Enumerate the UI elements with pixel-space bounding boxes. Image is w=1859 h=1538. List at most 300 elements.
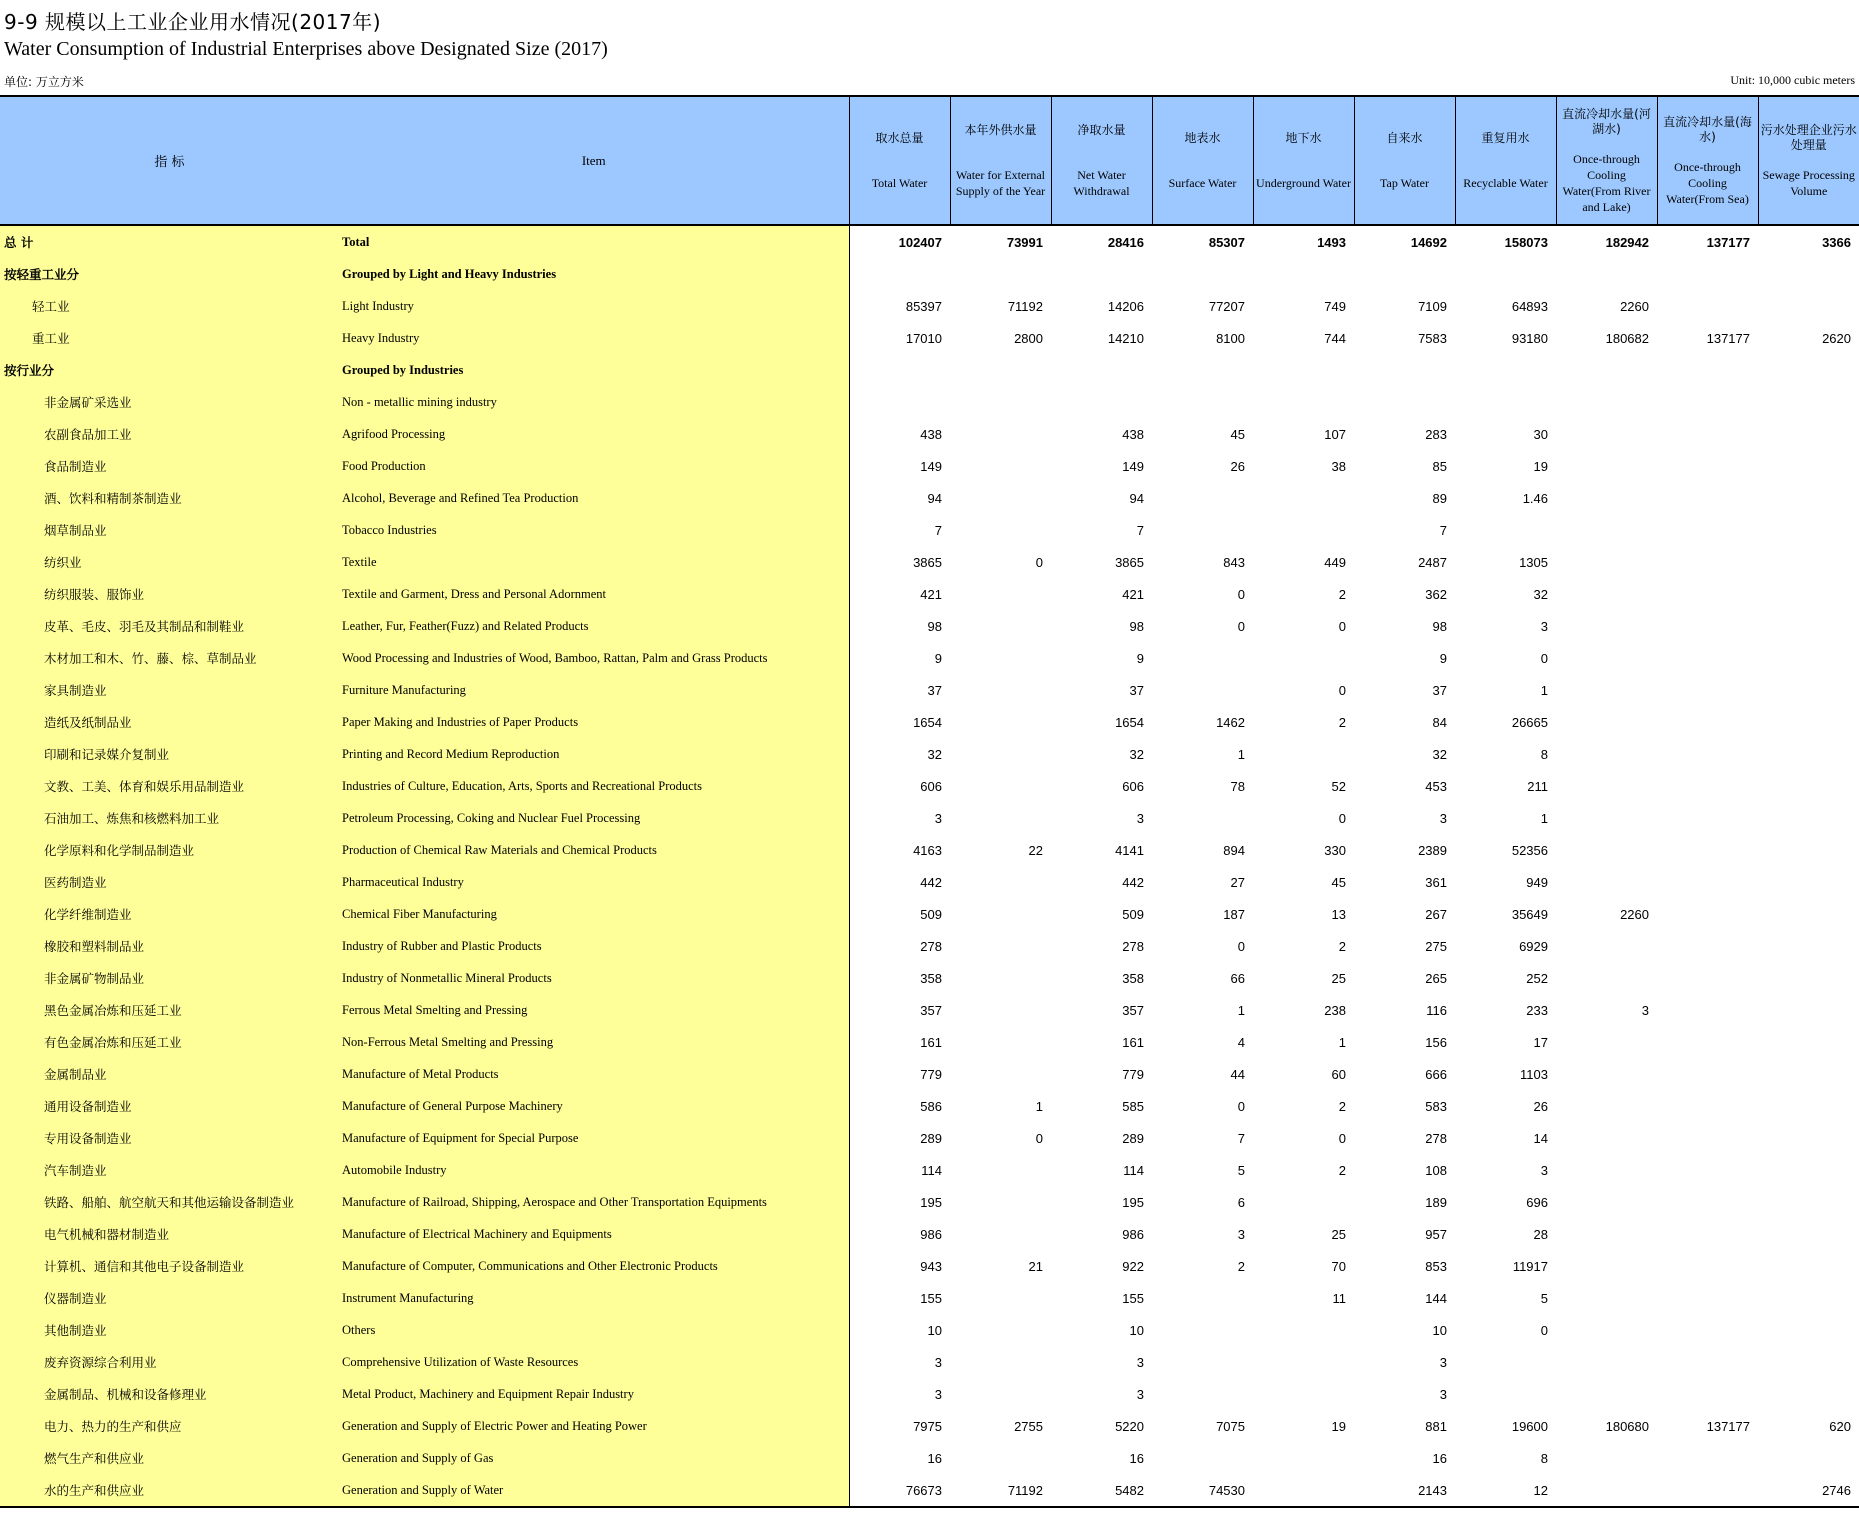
cell-value [1758, 482, 1859, 514]
cell-value [1758, 386, 1859, 418]
cell-value [950, 482, 1051, 514]
cell-value [1152, 1442, 1253, 1474]
cell-value [1152, 1282, 1253, 1314]
cell-value: 0 [1035, 554, 1043, 570]
cell-value [950, 258, 1051, 290]
cell-value [1556, 1122, 1657, 1154]
row-label-en: Grouped by Light and Heavy Industries [339, 258, 849, 290]
row-label-en: Manufacture of Computer, Communications and Other Electronic Products [339, 1250, 849, 1282]
cell-value: 922 [1122, 1258, 1144, 1274]
cell-value [1758, 1250, 1859, 1282]
cell-value [1556, 1442, 1657, 1474]
row-label-cn: 仪器制造业 [0, 1282, 339, 1314]
cell-value: 881 [1425, 1418, 1447, 1434]
cell-value: 14 [1533, 1130, 1548, 1146]
cell-value [1657, 258, 1758, 290]
cell-value: 195 [849, 1186, 950, 1218]
cell-value [1253, 514, 1354, 546]
cell-value [1657, 578, 1758, 610]
header-en-label: Total Water [871, 175, 928, 190]
row-label-cn: 印刷和记录媒介复制业 [0, 738, 339, 770]
cell-value: 7 [1439, 522, 1447, 538]
cell-value: 9 [849, 642, 950, 674]
cell-value [849, 354, 950, 386]
row-label-en: Manufacture of Metal Products [339, 1058, 849, 1090]
cell-value: 5482 [1051, 1474, 1152, 1507]
cell-value: 1.46 [1522, 490, 1548, 506]
table-row [0, 450, 1859, 482]
cell-value [1556, 738, 1657, 770]
cell-value: 28416 [1107, 234, 1144, 250]
cell-value [1657, 1474, 1758, 1507]
cell-value: 0 [1338, 618, 1346, 634]
cell-value: 8 [1540, 746, 1548, 762]
table-title-en: Water Consumption of Industrial Enterprises above Designated Size (2017) [4, 38, 608, 60]
header-en-label: Net Water Withdrawal [1073, 167, 1130, 198]
cell-value [1556, 1090, 1657, 1122]
cell-value: 2800 [1014, 330, 1043, 346]
cell-value: 620 [1829, 1418, 1851, 1434]
cell-value [1657, 994, 1758, 1026]
cell-value: 137177 [1706, 234, 1750, 250]
row-label-en: Furniture Manufacturing [339, 674, 849, 706]
row-label-cn: 化学原料和化学制品制造业 [0, 834, 339, 866]
cell-value [950, 1378, 1051, 1410]
cell-value [1556, 482, 1657, 514]
cell-value: 509 [1122, 906, 1144, 922]
cell-value [1556, 1346, 1657, 1378]
cell-value: 9 [1439, 650, 1447, 666]
cell-value: 108 [1425, 1162, 1447, 1178]
table-row [0, 354, 1859, 386]
cell-value: 85397 [849, 290, 950, 322]
cell-value: 66 [1230, 970, 1245, 986]
cell-value: 233 [1526, 1002, 1548, 1018]
cell-value: 3 [1540, 618, 1548, 634]
cell-value [950, 770, 1051, 802]
cell-value: 14692 [1410, 234, 1447, 250]
cell-value [1657, 610, 1758, 642]
row-label-cn: 废弃资源综合利用业 [0, 1346, 339, 1378]
table-row [0, 930, 1859, 962]
cell-value: 107 [1324, 426, 1346, 442]
cell-value [1556, 258, 1657, 290]
cell-value: 149 [1122, 458, 1144, 474]
cell-value: 362 [1425, 586, 1447, 602]
cell-value: 16 [1129, 1450, 1144, 1466]
cell-value [1152, 674, 1253, 706]
cell-value: 2 [1338, 714, 1346, 730]
cell-value [1657, 418, 1758, 450]
cell-value [1455, 258, 1556, 290]
cell-value: 3366 [1822, 234, 1851, 250]
table-row [0, 1442, 1859, 1474]
cell-value: 283 [1425, 426, 1447, 442]
cell-value: 32 [1129, 746, 1144, 762]
cell-value: 421 [1122, 586, 1144, 602]
cell-value: 22 [1028, 842, 1043, 858]
cell-value [1657, 1122, 1758, 1154]
cell-value: 7 [1237, 1130, 1245, 1146]
row-label-en: Chemical Fiber Manufacturing [339, 898, 849, 930]
row-label-cn: 轻工业 [0, 290, 339, 322]
table-row [0, 1250, 1859, 1282]
row-label-cn: 通用设备制造业 [0, 1090, 339, 1122]
table-row [0, 1058, 1859, 1090]
cell-value: 894 [1223, 842, 1245, 858]
cell-value: 14210 [1107, 330, 1144, 346]
cell-value [1758, 354, 1859, 386]
cell-value: 189 [1425, 1194, 1447, 1210]
cell-value: 19 [1533, 458, 1548, 474]
cell-value: 70 [1331, 1258, 1346, 1274]
row-label-cn: 非金属矿采选业 [0, 386, 339, 418]
cell-value: 1 [1237, 1002, 1245, 1018]
table-row [0, 514, 1859, 546]
header-cn-label: 污水处理企业污水处理量 [1760, 122, 1857, 152]
cell-value [1455, 514, 1556, 546]
cell-value [1051, 258, 1152, 290]
cell-value [1758, 1282, 1859, 1314]
table-row [0, 1474, 1859, 1507]
water-consumption-table [0, 95, 1859, 1508]
cell-value [1556, 1474, 1657, 1507]
cell-value: 5220 [1115, 1418, 1144, 1434]
row-label-en: Automobile Industry [339, 1154, 849, 1186]
row-label-en: Grouped by Industries [339, 354, 849, 386]
row-label-cn: 专用设备制造业 [0, 1122, 339, 1154]
row-label-en: Total [339, 225, 849, 258]
cell-value [1253, 1442, 1354, 1474]
table-row [0, 834, 1859, 866]
table-row [0, 962, 1859, 994]
cell-value [1657, 546, 1758, 578]
cell-value: 2620 [1822, 330, 1851, 346]
cell-value: 7 [849, 514, 950, 546]
row-label-cn: 汽车制造业 [0, 1154, 339, 1186]
cell-value: 78 [1230, 778, 1245, 794]
table-row [0, 386, 1859, 418]
cell-value: 5 [1237, 1162, 1245, 1178]
cell-value [1556, 1186, 1657, 1218]
cell-value [1758, 258, 1859, 290]
cell-value: 32 [1533, 586, 1548, 602]
row-label-cn: 木材加工和木、竹、藤、棕、草制品业 [0, 642, 339, 674]
row-label-en: Metal Product, Machinery and Equipment Repair Industry [339, 1378, 849, 1410]
cell-value [849, 386, 950, 418]
cell-value [950, 1058, 1051, 1090]
cell-value: 7075 [1216, 1418, 1245, 1434]
cell-value: 7109 [1418, 298, 1447, 314]
row-label-en: Generation and Supply of Gas [339, 1442, 849, 1474]
cell-value: 8100 [1216, 330, 1245, 346]
row-label-cn: 医药制造业 [0, 866, 339, 898]
cell-value: 0 [1540, 1322, 1548, 1338]
cell-value: 442 [1122, 874, 1144, 890]
cell-value: 16 [849, 1442, 950, 1474]
cell-value [1253, 1346, 1354, 1378]
cell-value [1556, 930, 1657, 962]
cell-value [1556, 354, 1657, 386]
cell-value: 137177 [1706, 1418, 1750, 1434]
cell-value [1758, 1346, 1859, 1378]
cell-value [1152, 482, 1253, 514]
row-label-cn: 食品制造业 [0, 450, 339, 482]
table-row [0, 1026, 1859, 1058]
row-label-cn: 化学纤维制造业 [0, 898, 339, 930]
cell-value [1556, 1154, 1657, 1186]
cell-value: 45 [1331, 874, 1346, 890]
header-cn-label: 本年外供水量 [964, 122, 1037, 137]
table-row [0, 802, 1859, 834]
cell-value [1657, 866, 1758, 898]
cell-value: 943 [849, 1250, 950, 1282]
cell-value [1556, 642, 1657, 674]
cell-value: 13 [1331, 906, 1346, 922]
cell-value: 94 [849, 482, 950, 514]
cell-value [1556, 674, 1657, 706]
cell-value: 949 [1526, 874, 1548, 890]
cell-value [950, 386, 1051, 418]
cell-value: 144 [1425, 1290, 1447, 1306]
cell-value: 0 [1338, 810, 1346, 826]
cell-value [1253, 482, 1354, 514]
cell-value: 2 [1237, 1258, 1245, 1274]
table-row [0, 1090, 1859, 1122]
cell-value [1657, 354, 1758, 386]
row-label-cn: 纺织服装、服饰业 [0, 578, 339, 610]
cell-value: 278 [1122, 938, 1144, 954]
cell-value: 155 [849, 1282, 950, 1314]
cell-value: 1 [1338, 1034, 1346, 1050]
row-label-cn: 金属制品业 [0, 1058, 339, 1090]
cell-value [1657, 1026, 1758, 1058]
row-label-cn: 酒、饮料和精制茶制造业 [0, 482, 339, 514]
cell-value: 779 [1122, 1066, 1144, 1082]
row-label-en: Production of Chemical Raw Materials and Chemical Products [339, 834, 849, 866]
cell-value: 843 [1223, 554, 1245, 570]
cell-value [1152, 1346, 1253, 1378]
row-label-en: Agrifood Processing [339, 418, 849, 450]
header-en-label: Water for External Supply of the Year [955, 167, 1046, 198]
cell-value [950, 578, 1051, 610]
cell-value [1758, 1442, 1859, 1474]
cell-value: 252 [1526, 970, 1548, 986]
table-row [0, 706, 1859, 738]
cell-value: 3 [1439, 1386, 1447, 1402]
cell-value: 357 [849, 994, 950, 1026]
table-row [0, 1122, 1859, 1154]
cell-value: 52356 [1511, 842, 1548, 858]
header-cn-label: 取水总量 [875, 130, 924, 145]
table-row [0, 1346, 1859, 1378]
cell-value: 3865 [849, 546, 950, 578]
cell-value [1152, 1314, 1253, 1346]
cell-value: 211 [1527, 778, 1548, 794]
header-cooling-sea [1657, 96, 1758, 225]
cell-value: 182942 [1605, 234, 1649, 250]
row-label-cn: 有色金属冶炼和压延工业 [0, 1026, 339, 1058]
cell-value: 3865 [1115, 554, 1144, 570]
cell-value: 64893 [1511, 298, 1548, 314]
header-tap-water [1354, 96, 1455, 225]
cell-value: 187 [1223, 906, 1245, 922]
header-sewage-processing [1758, 96, 1859, 225]
table-row [0, 1186, 1859, 1218]
cell-value: 37 [1432, 682, 1447, 698]
cell-value [1354, 354, 1455, 386]
cell-value: 76673 [849, 1474, 950, 1507]
cell-value [1556, 770, 1657, 802]
cell-value: 14206 [1107, 298, 1144, 314]
table-row [0, 1154, 1859, 1186]
table-row [0, 1282, 1859, 1314]
table-row [0, 225, 1859, 258]
cell-value [1556, 962, 1657, 994]
cell-value: 11 [1332, 1290, 1346, 1306]
cell-value: 957 [1425, 1226, 1447, 1242]
cell-value: 10 [849, 1314, 950, 1346]
cell-value [1758, 1218, 1859, 1250]
cell-value: 98 [1129, 618, 1144, 634]
table-row [0, 578, 1859, 610]
cell-value [1657, 514, 1758, 546]
cell-value: 161 [1122, 1034, 1144, 1050]
cell-value: 986 [849, 1218, 950, 1250]
cell-value: 44 [1230, 1066, 1245, 1082]
cell-value: 158073 [1504, 234, 1548, 250]
header-en-label: Sewage Processing Volume [1762, 167, 1855, 198]
header-en-label: Underground Water [1256, 175, 1351, 190]
cell-value: 6929 [1519, 938, 1548, 954]
cell-value: 4 [1237, 1034, 1245, 1050]
table-row [0, 898, 1859, 930]
row-label-cn: 铁路、船舶、航空航天和其他运输设备制造业 [0, 1186, 339, 1218]
table-row [0, 1410, 1859, 1442]
cell-value: 12 [1455, 1474, 1556, 1507]
header-cn-label: 直流冷却水量(海水) [1663, 114, 1752, 144]
cell-value: 21 [1028, 1258, 1043, 1274]
cell-value: 275 [1425, 938, 1447, 954]
cell-value: 1 [1035, 1098, 1043, 1114]
cell-value [1556, 706, 1657, 738]
cell-value: 2260 [1620, 298, 1649, 314]
cell-value: 0 [1237, 938, 1245, 954]
cell-value [950, 642, 1051, 674]
cell-value [1657, 1154, 1758, 1186]
header-row [0, 96, 1859, 225]
header-en-label: Recyclable Water [1463, 175, 1548, 190]
row-label-cn: 石油加工、炼焦和核燃料加工业 [0, 802, 339, 834]
cell-value: 38 [1331, 458, 1346, 474]
cell-value: 509 [849, 898, 950, 930]
cell-value: 267 [1425, 906, 1447, 922]
cell-value [1657, 1250, 1758, 1282]
cell-value [849, 258, 950, 290]
cell-value: 85 [1432, 458, 1447, 474]
cell-value [1556, 834, 1657, 866]
cell-value [1657, 1378, 1758, 1410]
row-label-en: Tobacco Industries [339, 514, 849, 546]
row-label-en: Printing and Record Medium Reproduction [339, 738, 849, 770]
cell-value [1657, 898, 1758, 930]
row-label-en: Manufacture of Equipment for Special Purpose [339, 1122, 849, 1154]
cell-value [1556, 386, 1657, 418]
cell-value: 71192 [1007, 298, 1043, 314]
cell-value [1556, 514, 1657, 546]
cell-value [1758, 290, 1859, 322]
cell-value: 16 [1432, 1450, 1447, 1466]
cell-value: 17 [1533, 1034, 1548, 1050]
cell-value: 0 [1237, 1098, 1245, 1114]
cell-value: 744 [1324, 330, 1346, 346]
row-label-en: Generation and Supply of Electric Power and Heating Power [339, 1410, 849, 1442]
table-body [0, 225, 1859, 1507]
cell-value: 37 [1129, 682, 1144, 698]
cell-value: 6 [1237, 1194, 1245, 1210]
table-row [0, 290, 1859, 322]
header-cn-label: 自来水 [1386, 130, 1423, 145]
cell-value [950, 418, 1051, 450]
cell-value: 149 [849, 450, 950, 482]
cell-value: 3 [1136, 1354, 1144, 1370]
cell-value [1758, 1154, 1859, 1186]
cell-value [1152, 802, 1253, 834]
row-label-en: Manufacture of General Purpose Machinery [339, 1090, 849, 1122]
row-label-cn: 总 计 [0, 225, 339, 258]
cell-value [1758, 834, 1859, 866]
table-row [0, 866, 1859, 898]
row-label-cn: 黑色金属冶炼和压延工业 [0, 994, 339, 1026]
cell-value: 421 [849, 578, 950, 610]
cell-value: 5 [1540, 1290, 1548, 1306]
header-underground-water [1253, 96, 1354, 225]
row-label-en: Light Industry [339, 290, 849, 322]
cell-value [950, 1442, 1051, 1474]
cell-value: 19 [1331, 1418, 1346, 1434]
row-label-en: Industry of Rubber and Plastic Products [339, 930, 849, 962]
cell-value: 45 [1230, 426, 1245, 442]
cell-value: 2755 [1014, 1418, 1043, 1434]
cell-value [1253, 642, 1354, 674]
cell-value: 265 [1425, 970, 1447, 986]
cell-value [1758, 1186, 1859, 1218]
cell-value: 586 [849, 1090, 950, 1122]
header-surface-water [1152, 96, 1253, 225]
cell-value: 0 [1237, 586, 1245, 602]
row-label-cn: 皮革、毛皮、羽毛及其制品和制鞋业 [0, 610, 339, 642]
cell-value: 853 [1425, 1258, 1447, 1274]
cell-value [1556, 1218, 1657, 1250]
cell-value [1758, 1314, 1859, 1346]
cell-value: 52 [1331, 778, 1346, 794]
cell-value: 358 [1122, 970, 1144, 986]
row-label-cn: 造纸及纸制品业 [0, 706, 339, 738]
header-total-water [849, 96, 950, 225]
cell-value [1657, 802, 1758, 834]
cell-value [1758, 706, 1859, 738]
row-label-cn: 按轻重工业分 [0, 258, 339, 290]
row-label-cn: 非金属矿物制品业 [0, 962, 339, 994]
cell-value: 0 [1035, 1130, 1043, 1146]
cell-value: 25 [1331, 970, 1346, 986]
cell-value [950, 994, 1051, 1026]
cell-value [1152, 354, 1253, 386]
cell-value [1253, 1474, 1354, 1507]
cell-value [1657, 386, 1758, 418]
cell-value [1657, 1090, 1758, 1122]
row-label-en: Food Production [339, 450, 849, 482]
